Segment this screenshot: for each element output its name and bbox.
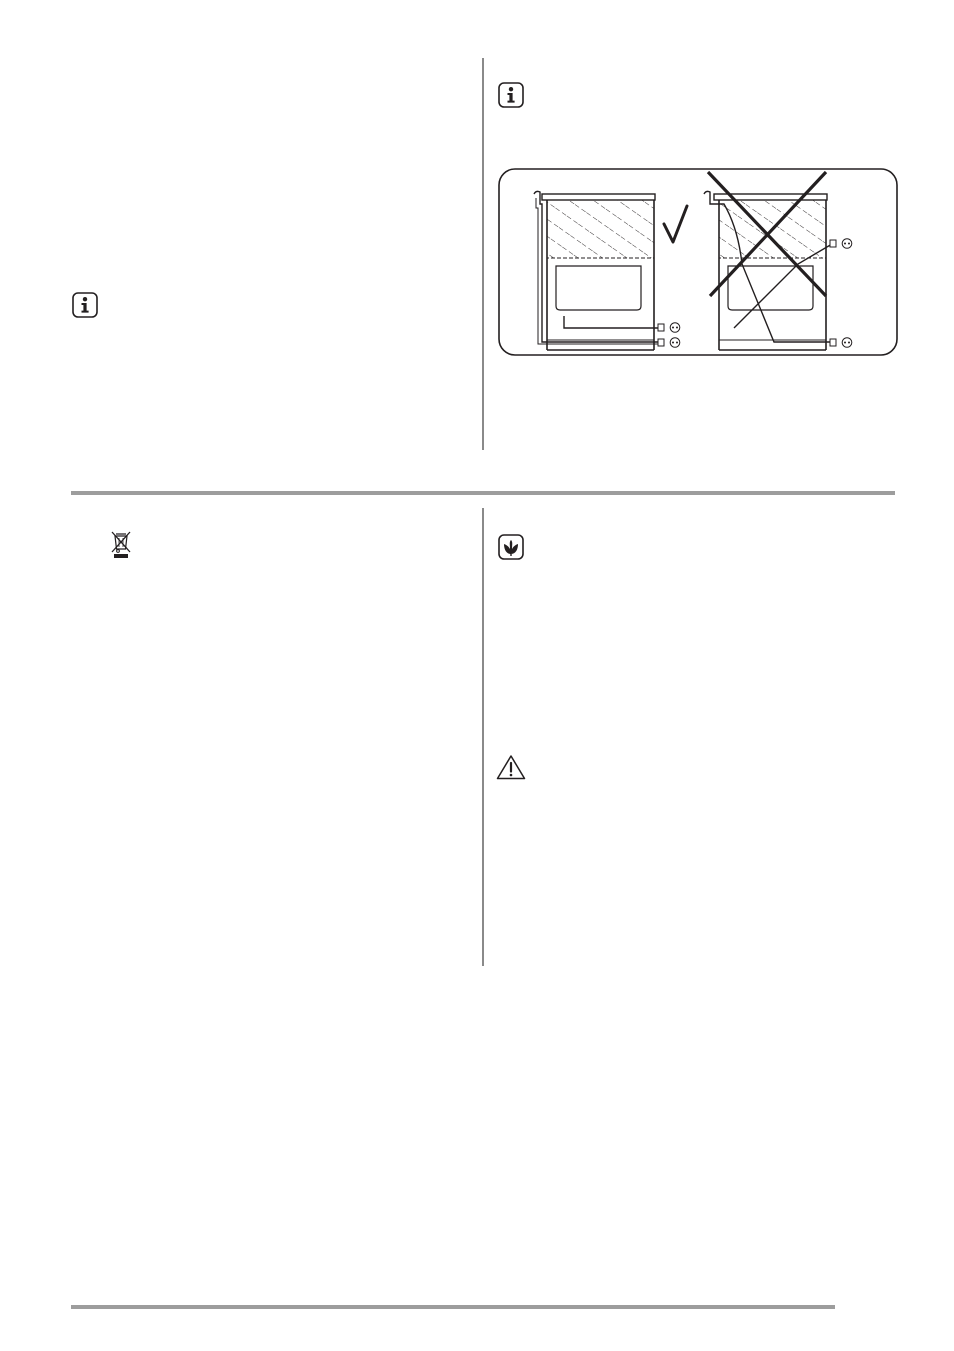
bottom-column-divider xyxy=(482,508,484,966)
section-divider-rule xyxy=(71,491,895,495)
info-icon xyxy=(72,292,98,323)
warning-triangle-icon xyxy=(496,754,526,785)
installation-diagram xyxy=(498,168,898,356)
crossed-out-wheelie-bin-icon xyxy=(110,530,132,565)
footer-rule xyxy=(71,1305,835,1309)
info-icon xyxy=(498,82,524,113)
top-column-divider xyxy=(482,58,484,450)
environment-flower-icon xyxy=(498,534,524,565)
